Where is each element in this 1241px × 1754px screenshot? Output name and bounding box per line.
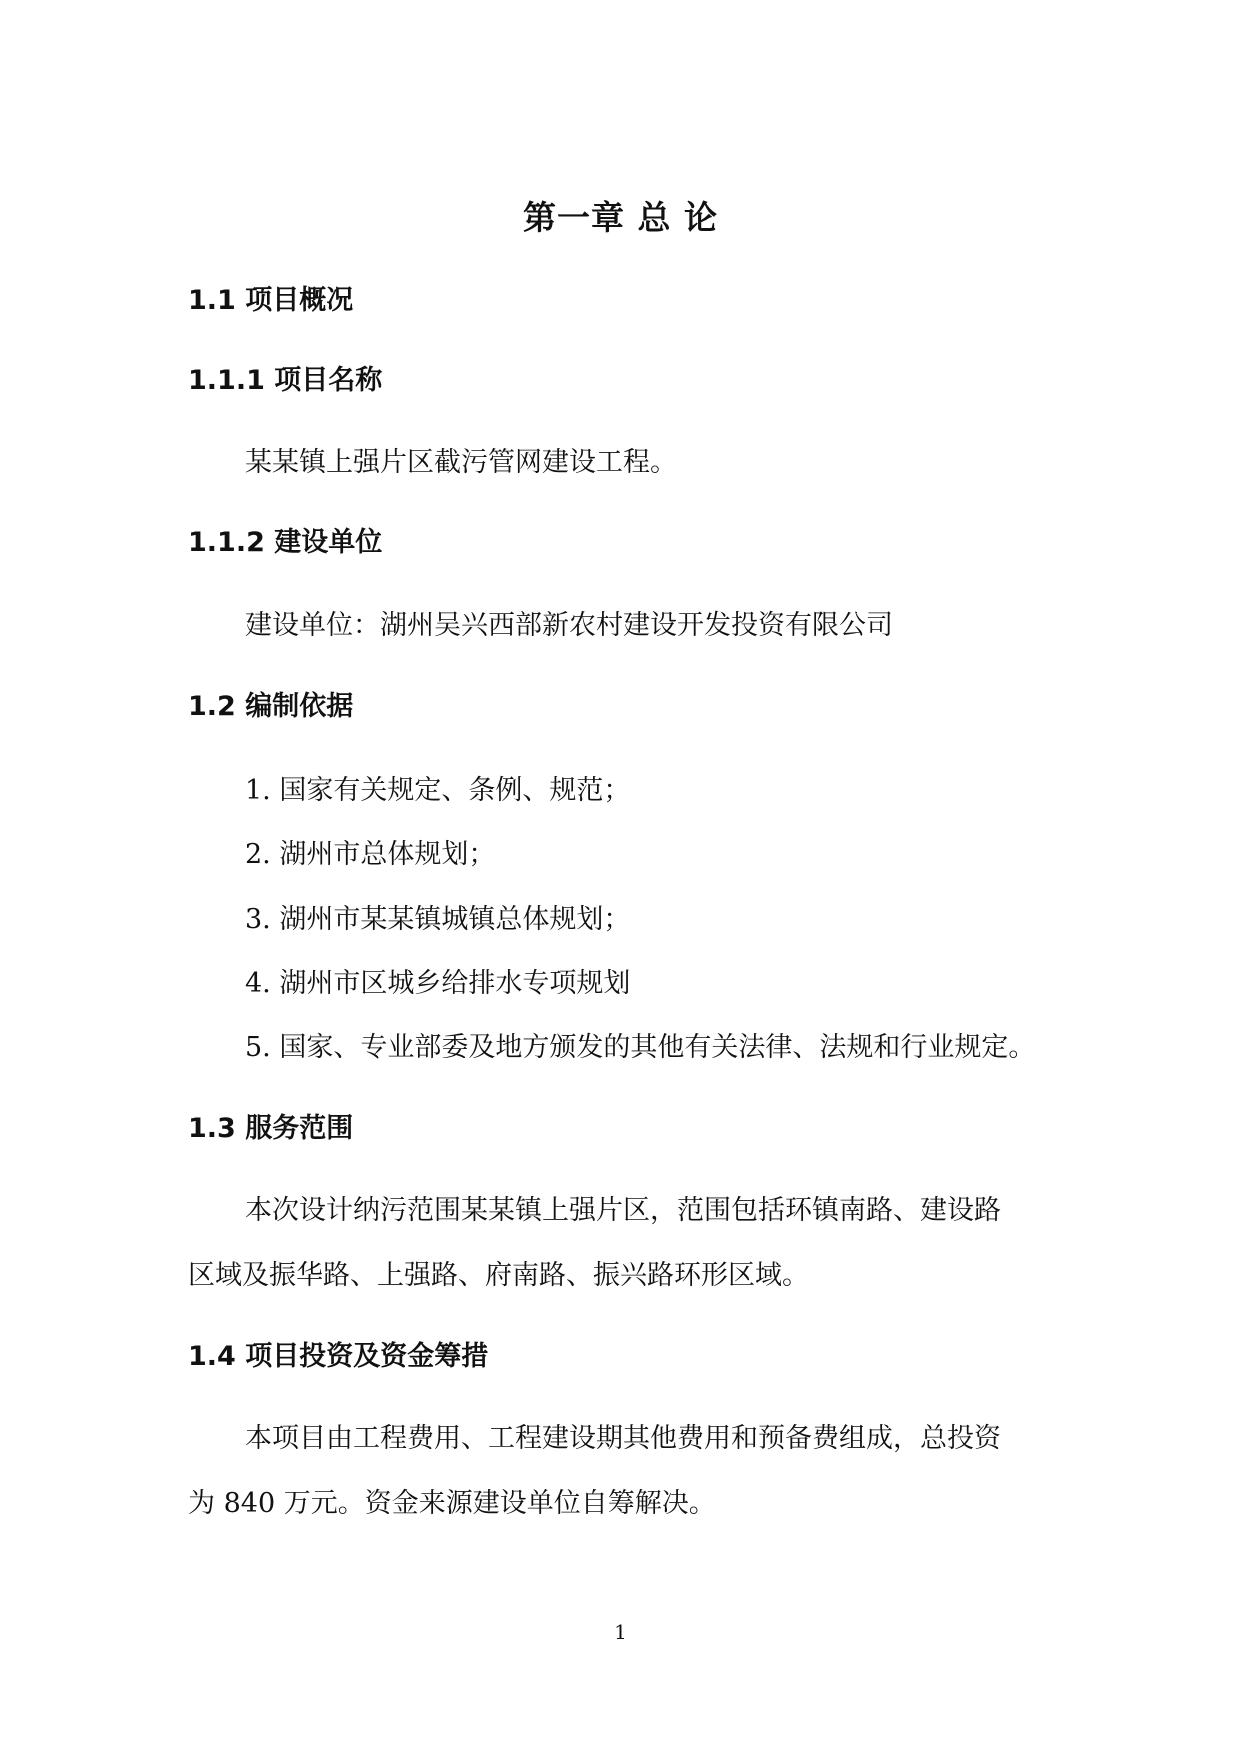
service-scope-text-line1: 本次设计纳污范围某某镇上强片区，范围包括环镇南路、建设路 — [245, 1195, 1001, 1226]
section-heading-1-3: 1.3 服务范围 — [188, 1113, 354, 1144]
builder-text: 建设单位：湖州吴兴西部新农村建设开发投资有限公司 — [245, 610, 893, 641]
basis-list-item: 1. 国家有关规定、条例、规范； — [245, 775, 631, 806]
investment-text-line1: 本项目由工程费用、工程建设期其他费用和预备费组成，总投资 — [245, 1423, 1001, 1454]
section-heading-1-1-2: 1.1.2 建设单位 — [188, 527, 383, 558]
investment-text-line2: 为 840 万元。资金来源建设单位自筹解决。 — [188, 1488, 716, 1519]
basis-list-item: 3. 湖州市某某镇城镇总体规划； — [245, 904, 631, 935]
section-heading-1-1: 1.1 项目概况 — [188, 285, 354, 316]
chapter-title: 第一章 总 论 — [523, 198, 718, 237]
section-heading-1-2: 1.2 编制依据 — [188, 691, 354, 722]
section-heading-1-1-1: 1.1.1 项目名称 — [188, 365, 383, 396]
basis-list-item: 2. 湖州市总体规划； — [245, 839, 496, 870]
service-scope-text-line2: 区域及振华路、上强路、府南路、振兴路环形区域。 — [188, 1260, 809, 1291]
project-name-text: 某某镇上强片区截污管网建设工程。 — [245, 447, 677, 478]
page-number: 1 — [614, 1620, 627, 1644]
basis-list-item: 4. 湖州市区城乡给排水专项规划 — [245, 968, 631, 999]
section-heading-1-4: 1.4 项目投资及资金筹措 — [188, 1341, 489, 1372]
basis-list-item: 5. 国家、专业部委及地方颁发的其他有关法律、法规和行业规定。 — [245, 1032, 1036, 1063]
